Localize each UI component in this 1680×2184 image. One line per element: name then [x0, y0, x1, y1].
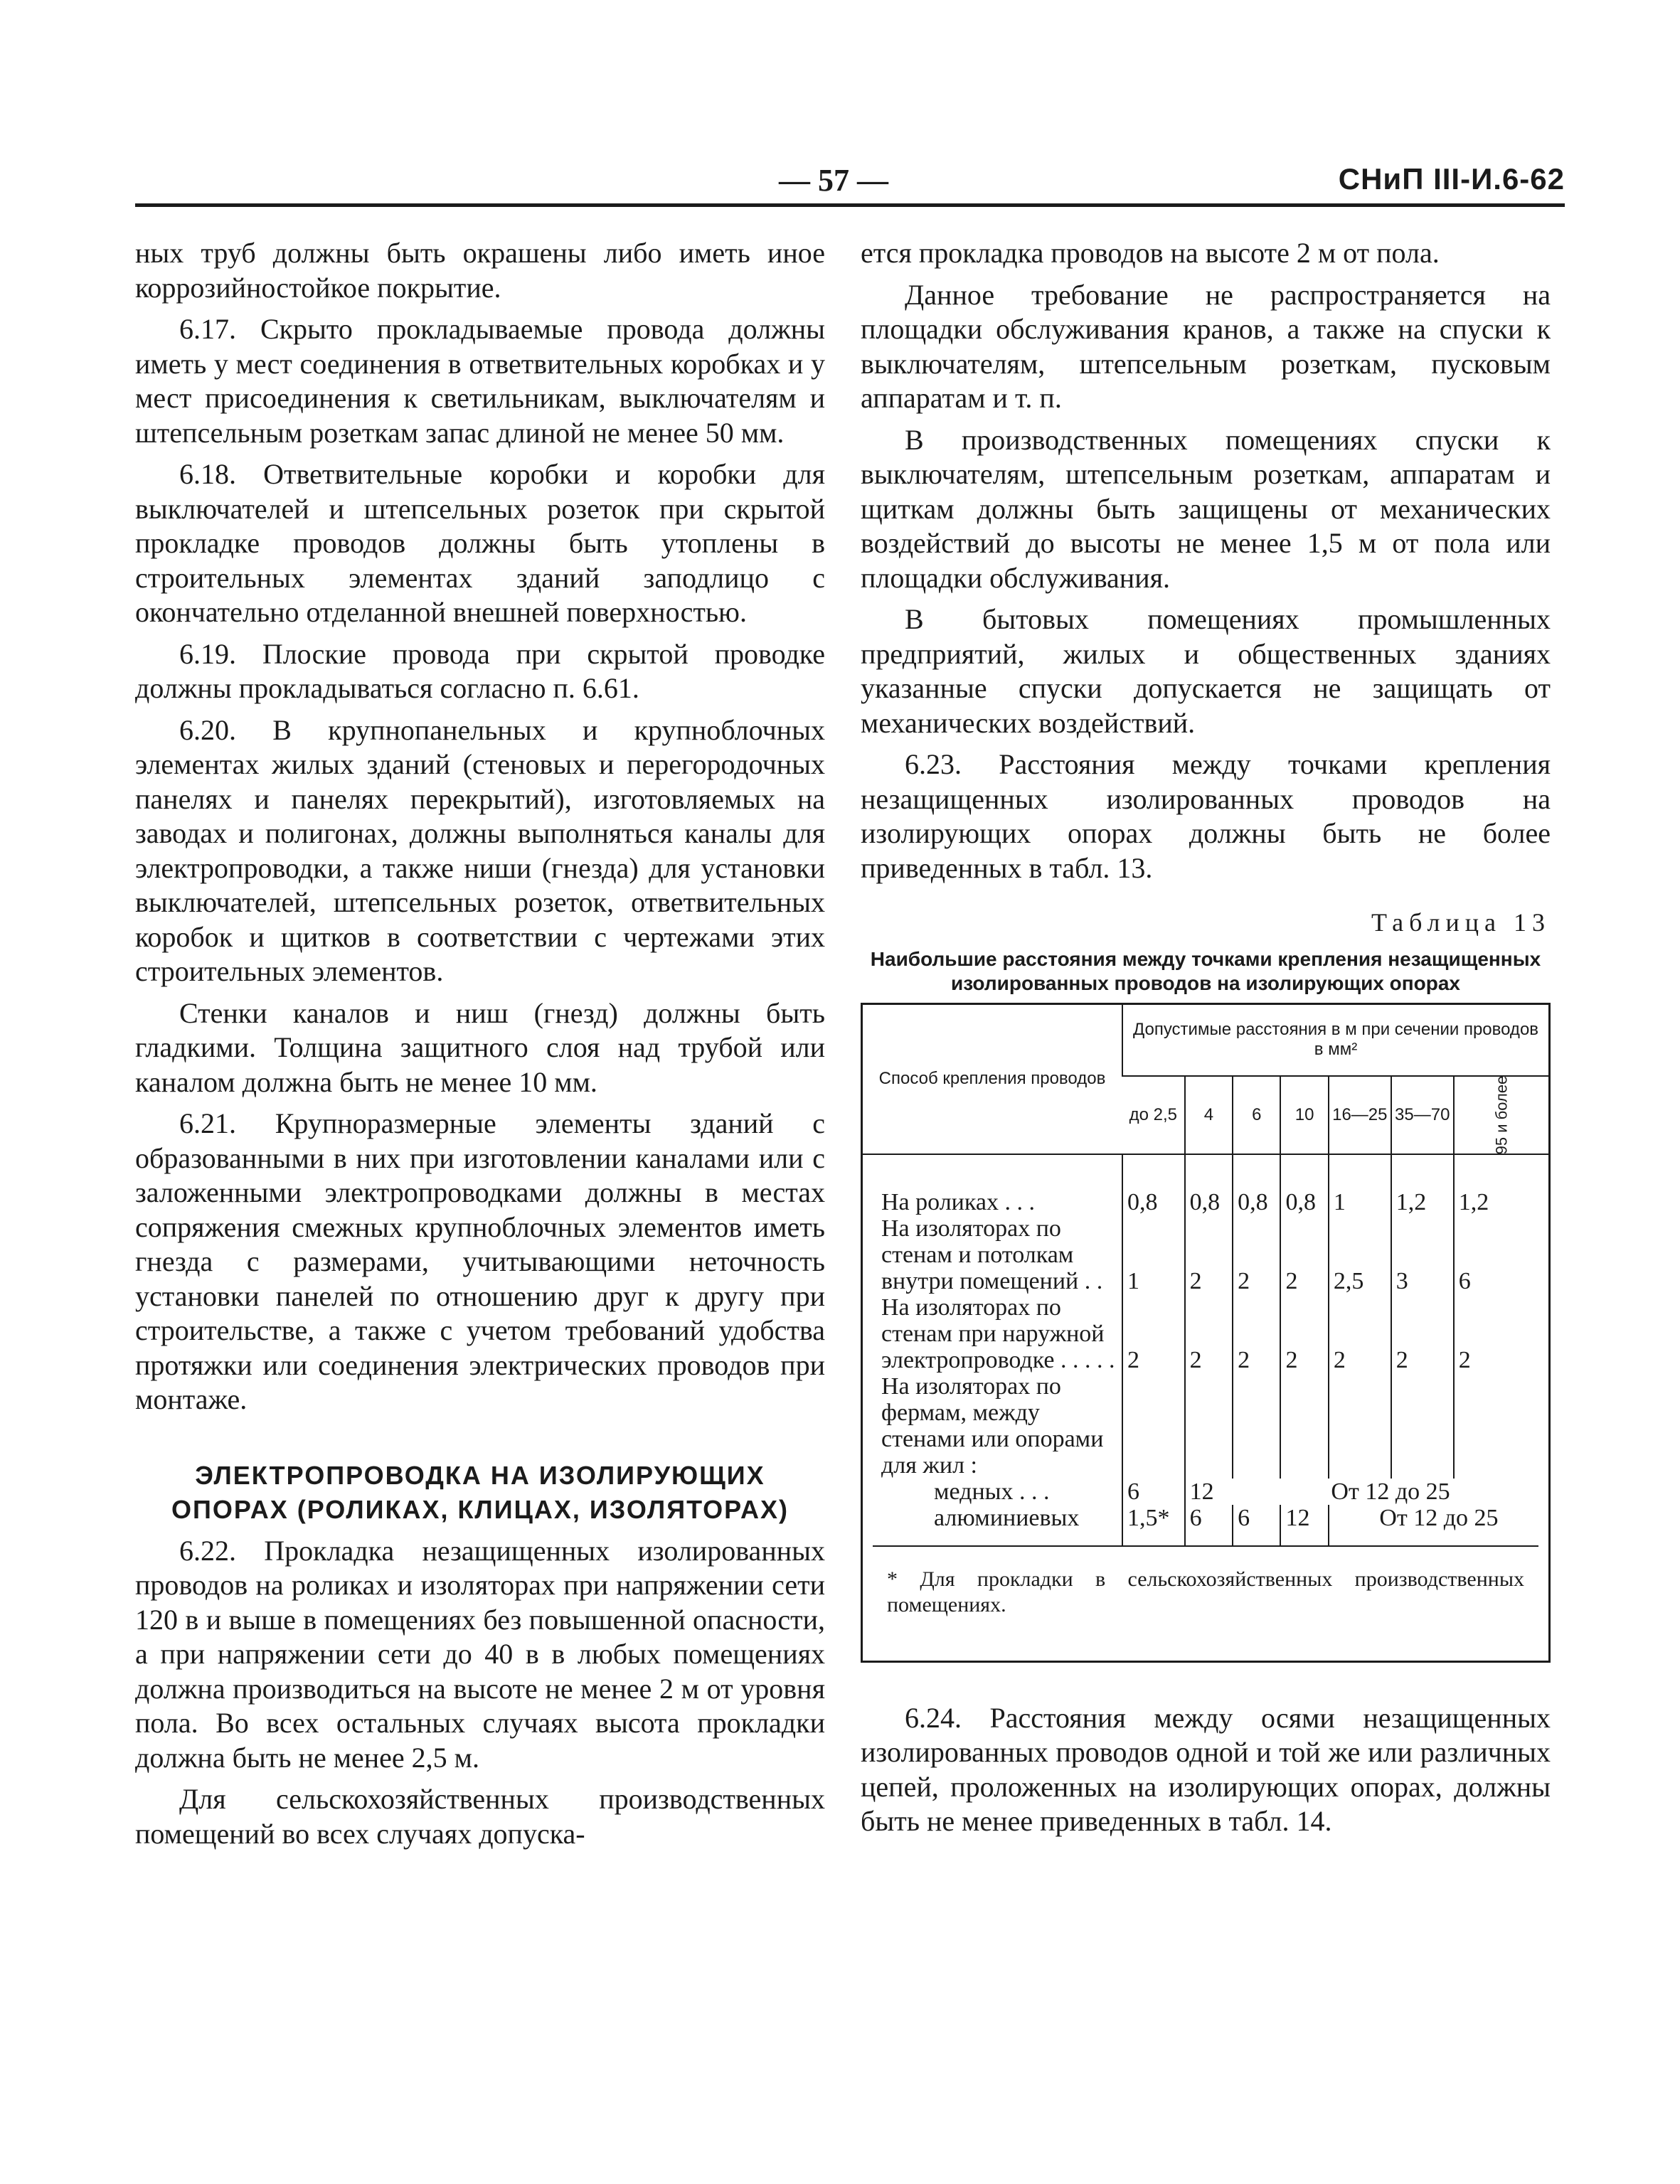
table-cell: 1 [1329, 1154, 1391, 1215]
table-cell-span: От 12 до 25 [1331, 1478, 1450, 1505]
table-row [863, 1294, 1548, 1373]
paragraph-6-21: 6.21. Крупноразмерные элементы зданий с образованными в них при изготовлении каналами или с заложенными электропроводками должны в местах сопряжения смежных крупноблочных элементов иметь гнезда с размерами, учитывающими неточность установки панелей по отношению друг к другу при строительстве, а также с учетом требований удобства протяжки или соединения электрических проводов при монтаже. [135, 1107, 825, 1415]
paragraph: Данное требование не распространяется на площадки обслуживания кранов, а также на спуски к выключателям, штепсельным розеткам, пусковым аппаратам и т. п. [861, 278, 1551, 414]
table-cell: 0,8 [1122, 1154, 1185, 1215]
table-row [863, 1479, 1548, 1505]
table-cell: 2 [1329, 1294, 1391, 1373]
table-row [863, 1373, 1548, 1479]
table-cell: 6 [1233, 1505, 1280, 1545]
paragraph: Стенки каналов и ниш (гнезд) должны быть гладкими. Толщина защитного слоя над трубой или каналом должна быть не менее 10 мм. [135, 996, 825, 1098]
column-header: до 2,5 [1122, 1076, 1185, 1154]
table-cell [1391, 1373, 1454, 1479]
row-label: медных . . . [934, 1478, 1050, 1505]
table-cell: 2 [1233, 1215, 1280, 1294]
rotated-label: 95 и более [1492, 1075, 1510, 1154]
table-cell [1454, 1373, 1548, 1479]
right-column [861, 236, 1551, 1846]
column-header-rotated [1454, 1076, 1548, 1154]
page-header [135, 162, 1565, 205]
column-header: 4 [1185, 1076, 1233, 1154]
table-row [863, 1215, 1548, 1294]
header-rule [135, 203, 1565, 207]
paragraph: Для сельскохозяйственных производственных помещений во всех случаях допуска- [135, 1783, 825, 1850]
table-cell: 2,5 [1329, 1215, 1391, 1294]
table-cell [1329, 1373, 1391, 1479]
table-cell: 0,8 [1233, 1154, 1280, 1215]
row-label: На изоляторах по стенам и потолкам внутри помещений . . [881, 1215, 1103, 1294]
table-row [863, 1154, 1548, 1215]
distance-group-header: Допустимые расстояния в м при сечении проводов в мм² [1122, 1005, 1548, 1076]
document-code: СНиП III-И.6-62 [1338, 162, 1565, 196]
table-cell: 2 [1185, 1215, 1233, 1294]
table-cell [1185, 1373, 1233, 1479]
paragraph-6-24: 6.24. Расстояния между осями незащищенных изолированных проводов одной и той же или различных цепей, проложенных на изолирующих опорах, должны быть не менее приведенных в табл. 14. [861, 1701, 1551, 1837]
table-cell: 2 [1185, 1294, 1233, 1373]
table-cell: 2 [1233, 1294, 1280, 1373]
spacing-table [863, 1005, 1548, 1545]
table-cell [1233, 1373, 1280, 1479]
table-cell-span: От 12 до 25 [1329, 1505, 1548, 1545]
table-cell [1280, 1373, 1328, 1479]
table-caption: Таблица 13 [1371, 908, 1551, 937]
table-cell: 12 [1185, 1479, 1233, 1505]
table-row [863, 1505, 1548, 1545]
table-cell: 6 [1185, 1505, 1233, 1545]
paragraph: В производственных помещениях спуски к выключателям, штепсельным розеткам, аппаратам и щиткам должны быть защищены от механических воздействий до высоты не менее 1,5 м от пола или площадки обслуживания. [861, 423, 1551, 594]
table-cell: 2 [1122, 1294, 1185, 1373]
table-cell: 0,8 [1280, 1154, 1328, 1215]
table-cell: 2 [1391, 1294, 1454, 1373]
paragraph: ется прокладка проводов на высоте 2 м от пола. [861, 237, 1440, 269]
column-header: 35—70 [1391, 1076, 1454, 1154]
paragraph-6-23: 6.23. Расстояния между точками крепления незащищенных изолированных проводов на изолирующих опорах должны быть не более приведенных в табл. 13. [861, 748, 1551, 884]
table-cell: 2 [1280, 1294, 1328, 1373]
paragraph-6-22: 6.22. Прокладка незащищенных изолированных проводов на роликах и изоляторах при напряжении сети 120 в и выше в помещениях без повышенной опасности, а при напряжении сети до 40 в в любых помещениях должна производиться на высоте не менее 2 м от уровня пола. Во всех остальных случаях высота прокладки должна быть не менее 2,5 м. [135, 1534, 825, 1774]
row-label: алюминиевых [934, 1504, 1080, 1531]
column-header: 6 [1233, 1076, 1280, 1154]
table-cell: 6 [1122, 1479, 1185, 1505]
table-cell: 6 [1454, 1215, 1548, 1294]
table-cell [1122, 1373, 1185, 1479]
table-cell: 1,5* [1122, 1505, 1185, 1545]
column-header: 16—25 [1329, 1076, 1391, 1154]
table-cell: 3 [1391, 1215, 1454, 1294]
row-label: На изоляторах по стенам при наружной электропроводке . . . . . [881, 1294, 1115, 1373]
row-label: На изоляторах по фермам, между стенами или опорами для жил : [881, 1373, 1104, 1479]
page-number: — 57 — [779, 163, 888, 198]
table-13 [861, 1003, 1551, 1663]
table-cell: 12 [1280, 1505, 1328, 1545]
row-label: На роликах . . . [881, 1188, 1035, 1215]
paragraph-6-19: 6.19. Плоские провода при скрытой проводке должны прокладываться согласно п. 6.61. [135, 637, 825, 704]
paragraph-6-20: 6.20. В крупнопанельных и крупноблочных элементах жилых зданий (стеновых и перегородочных панелях и панелях перекрытий), изготовляемых на заводах и полигонах, должны выполняться каналы для электропроводки, а также ниши (гнезда) для установки выключателей, штепсельных розеток, ответвительных коробок и щитков в соответствии с чертежами этих строительных элементов. [135, 713, 825, 987]
table-cell: 1 [1122, 1215, 1185, 1294]
left-column [135, 236, 825, 1858]
paragraph: В бытовых помещениях промышленных предприятий, жилых и общественных зданиях указанные спуски допускается не защищать от механических воздействий. [861, 603, 1551, 739]
paragraph-6-18: 6.18. Ответвительные коробки и коробки для выключателей и штепсельных розеток при скрытой прокладке проводов должны быть утоплены в строительных элементах зданий заподлицо с окончательно отделанной внешней поверхностью. [135, 458, 825, 628]
table-title: Наибольшие расстояния между точками крепления незащищенных изолированных проводов на изолирующих опорах [870, 947, 1541, 994]
section-title: ЭЛЕКТРОПРОВОДКА НА ИЗОЛИРУЮЩИХ ОПОРАХ (РОЛИКАХ, КЛИЦАХ, ИЗОЛЯТОРАХ) [171, 1460, 790, 1524]
table-cell: 0,8 [1185, 1154, 1233, 1215]
table-cell: 1,2 [1391, 1154, 1454, 1215]
method-header: Способ крепления проводов [863, 1005, 1122, 1154]
paragraph: ных труб должны быть окрашены либо иметь иное коррозийностойкое покрытие. [135, 237, 825, 304]
paragraph-6-17: 6.17. Скрыто прокладываемые провода должны иметь у мест соединения в ответвительных коробках и у мест присоединения к светильникам, выключателям и штепсельным розеткам запас длиной не менее 50 мм. [135, 313, 825, 449]
table-cell: 2 [1280, 1215, 1328, 1294]
table-cell: 1,2 [1454, 1154, 1548, 1215]
table-footnote: * Для прокладки в сельскохозяйственных производственных помещениях. [873, 1545, 1538, 1661]
table-cell: 2 [1454, 1294, 1548, 1373]
column-header: 10 [1280, 1076, 1328, 1154]
